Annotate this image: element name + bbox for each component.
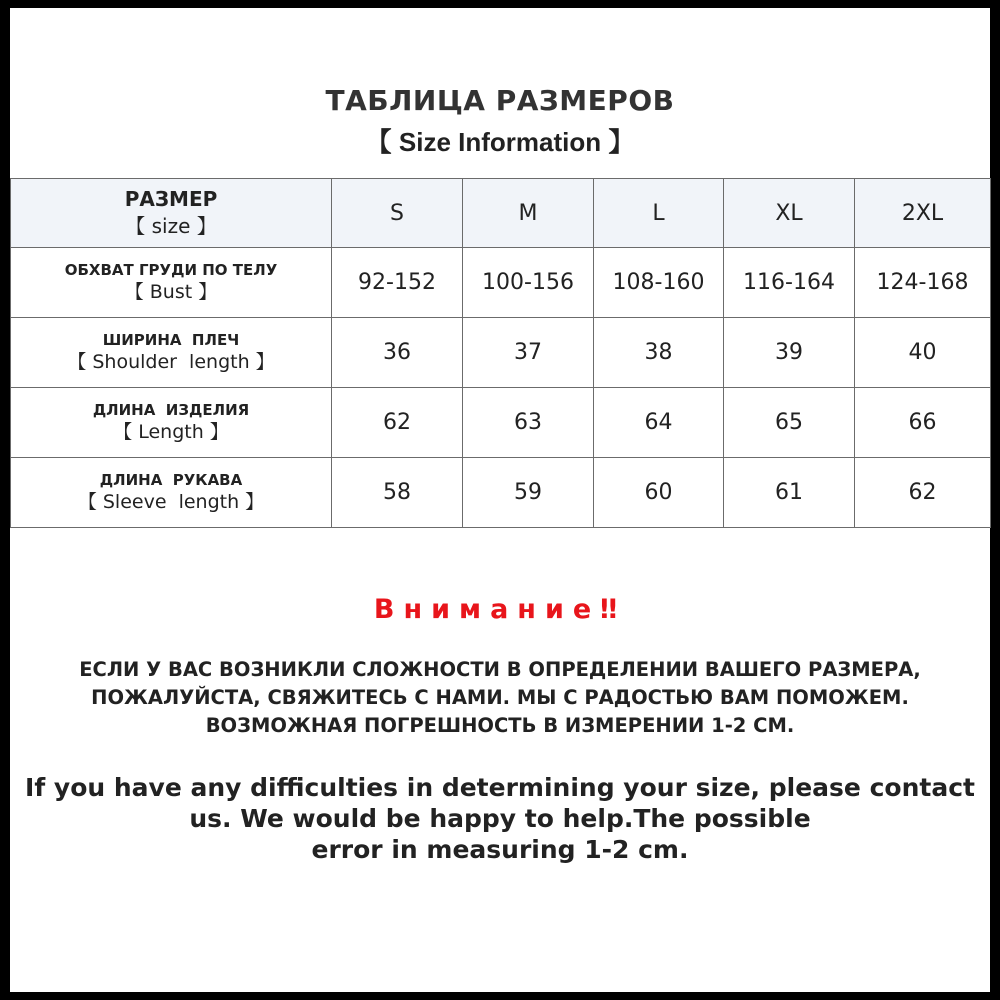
- row-label-cell: [11, 318, 332, 388]
- english-note: [10, 772, 990, 865]
- table-cell: 124-168: [855, 248, 991, 318]
- table-cell: 39: [724, 318, 855, 388]
- row-label-ru: ШИРИНА ПЛЕЧ: [102, 330, 240, 349]
- table-row-bust: [11, 248, 991, 318]
- page-subtitle: 【 Size Information 】: [365, 127, 635, 157]
- row-label-en: 【 Bust 】: [124, 280, 218, 303]
- table-cell: 92-152: [332, 248, 463, 318]
- row-label-ru: ДЛИНА РУКАВА: [99, 470, 243, 489]
- table-row-sleeve: [11, 458, 991, 528]
- table-cell: 61: [724, 458, 855, 528]
- table-cell: 62: [332, 388, 463, 458]
- table-cell: 66: [855, 388, 991, 458]
- size-column-header: 2XL: [855, 179, 991, 248]
- row-label-en: 【 Shoulder length 】: [67, 350, 275, 373]
- size-column-header: L: [594, 179, 724, 248]
- table-cell: 38: [594, 318, 724, 388]
- size-column-header: S: [332, 179, 463, 248]
- table-row-shoulder: [11, 318, 991, 388]
- table-cell: 36: [332, 318, 463, 388]
- table-cell: 100-156: [463, 248, 594, 318]
- russian-note-line: ЕСЛИ У ВАС ВОЗНИКЛИ СЛОЖНОСТИ В ОПРЕДЕЛЕНИИ ВАШЕГО РАЗМЕРА,: [79, 658, 921, 681]
- table-cell: 59: [463, 458, 594, 528]
- table-cell: 62: [855, 458, 991, 528]
- row-label-en: 【 Length 】: [113, 420, 229, 443]
- size-header-cell: [11, 179, 332, 248]
- table-cell: 63: [463, 388, 594, 458]
- row-label-ru: ОБХВАТ ГРУДИ ПО ТЕЛУ: [64, 260, 278, 279]
- table-cell: 60: [594, 458, 724, 528]
- table-cell: 58: [332, 458, 463, 528]
- row-label-en: 【 Sleeve length 】: [77, 490, 265, 513]
- row-label-cell: [11, 458, 332, 528]
- row-label-cell: [11, 248, 332, 318]
- table-cell: 64: [594, 388, 724, 458]
- row-label-cell: [11, 388, 332, 458]
- table-row-length: [11, 388, 991, 458]
- table-cell: 65: [724, 388, 855, 458]
- size-column-header: XL: [724, 179, 855, 248]
- page-title: ТАБЛИЦА РАЗМЕРОВ: [325, 84, 675, 117]
- table-header-row: [11, 179, 991, 248]
- russian-note-line: ВОЗМОЖНАЯ ПОГРЕШНОСТЬ В ИЗМЕРЕНИИ 1-2 СМ.: [205, 714, 795, 737]
- table-cell: 40: [855, 318, 991, 388]
- english-note-line: error in measuring 1-2 cm.: [311, 835, 689, 864]
- table-cell: 37: [463, 318, 594, 388]
- size-column-header: M: [463, 179, 594, 248]
- size-table: [10, 178, 991, 528]
- row-label-ru: ДЛИНА ИЗДЕЛИЯ: [92, 400, 250, 419]
- attention-heading: Внимание‼: [373, 594, 627, 625]
- size-header-label-ru: РАЗМЕР: [124, 187, 218, 211]
- table-cell: 116-164: [724, 248, 855, 318]
- size-header-label-en: 【 size 】: [125, 214, 217, 238]
- size-chart-card: [10, 8, 990, 992]
- russian-note: [10, 656, 990, 740]
- russian-note-line: ПОЖАЛУЙСТА, СВЯЖИТЕСЬ С НАМИ. МЫ С РАДОСТЬЮ ВАМ ПОМОЖЕМ.: [91, 686, 909, 709]
- table-cell: 108-160: [594, 248, 724, 318]
- english-note-line: If you have any difficulties in determining your size, please contact: [25, 773, 975, 802]
- english-note-line: us. We would be happy to help.The possible: [189, 804, 811, 833]
